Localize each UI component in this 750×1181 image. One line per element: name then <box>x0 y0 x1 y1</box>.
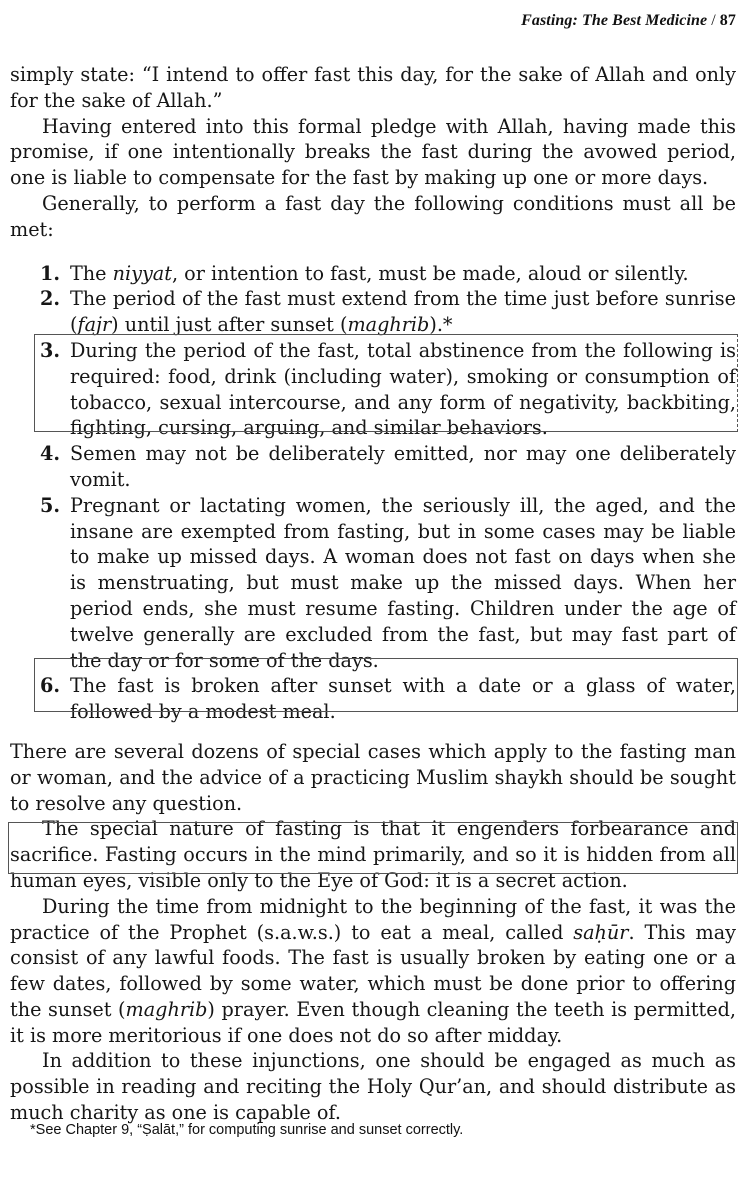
list-item-number: 1. <box>40 261 61 285</box>
list-item-number: 6. <box>40 674 61 698</box>
paragraph-3: Generally, to perform a fast day the following conditions must all be met: <box>10 191 736 241</box>
list-item <box>10 286 736 338</box>
list-item-number: 3. <box>40 338 61 362</box>
list-item-text: The period of the fast must extend from the time just before sunrise ( <box>70 287 736 337</box>
page-number: 87 <box>719 12 736 29</box>
paragraph-7: In addition to these injunctions, one should be engaged as much as possible in reading and reciting the Holy Qur’an, and should distribute as much charity as one is capable of. <box>10 1049 736 1125</box>
list-item-text: ) until just after sunset ( <box>111 313 348 337</box>
paragraph-4: There are several dozens of special cases which apply to the fasting man or woman, and the advice of a practicing Muslim shaykh should be sought to resolve any question. <box>10 739 736 815</box>
paragraph-6 <box>10 894 736 1049</box>
paragraph-text: During the time from midnight to the beginning of the fast, it was the practice of the Prophet (s.a.w.s.) to eat a meal, called <box>10 894 736 944</box>
paragraph-text: ) prayer. Even though cleaning the teeth is permitted, it is more meritorious if one does not do so after midday. <box>10 997 736 1047</box>
term-maghrib: maghrib <box>347 313 430 337</box>
header-separator: / <box>711 12 716 29</box>
list-item <box>10 441 736 493</box>
page-body <box>10 62 736 1126</box>
list-item-text: ).* <box>429 313 453 337</box>
paragraph-5: The special nature of fasting is that it engenders forbearance and sacrifice. Fasting occurs in the mind primarily, and so it is hidden from all human eyes, visible only to the Eye of God: it is a secret action. <box>10 817 736 892</box>
list-item <box>10 493 736 674</box>
term-maghrib: maghrib <box>125 997 208 1021</box>
list-item <box>10 338 736 441</box>
chapter-title: Fasting: The Best Medicine <box>521 12 708 29</box>
list-item-number: 2. <box>40 287 61 311</box>
paragraph-text: . This may consist of any lawful foods. The fast is usually broken by eating one or a few dates, followed by some water, which must be done prior to offering the sunset ( <box>10 920 736 1021</box>
running-header <box>521 12 736 30</box>
term-niyyat: niyyat <box>112 261 172 285</box>
paragraph-2: Having entered into this formal pledge with Allah, having made this promise, if one intentionally breaks the fast during the avowed period, one is liable to compensate for the fast by making up one or more days. <box>10 114 736 190</box>
list-item-text: The fast is broken after sunset with a date or a glass of water, followed by a modest meal. <box>70 674 736 724</box>
footnote: *See Chapter 9, “Ṣalāt,” for computing sunrise and sunset correctly. <box>30 1122 464 1138</box>
list-item-number: 4. <box>40 442 61 466</box>
list-item-text: Semen may not be deliberately emitted, nor may one deliberately vomit. <box>70 442 736 491</box>
term-sahur: saḥūr <box>573 920 629 944</box>
list-item-text: The <box>70 261 113 285</box>
list-item <box>10 673 736 725</box>
list-item-number: 5. <box>40 493 61 517</box>
list-item <box>10 261 736 287</box>
term-fajr: fajr <box>77 313 112 337</box>
list-item-text: Pregnant or lactating women, the seriously ill, the aged, and the insane are exempted from fasting, but in some cases may be liable to make up missed days. A woman does not fast on days when she is menstruating, but must make up the missed days. When her period ends, she must resume fasting. Children under the age of twelve generally are excluded from the fast, but may fast part of the day or for some of the days. <box>70 493 736 672</box>
conditions-list <box>10 261 736 725</box>
paragraph-1: simply state: “I intend to offer fast this day, for the sake of Allah and only for the sake of Allah.” <box>10 63 736 112</box>
list-item-text: , or intention to fast, must be made, aloud or silently. <box>171 261 689 285</box>
list-item-text: During the period of the fast, total abstinence from the following is required: food, drink (including water), smoking or consumption of tobacco, sexual intercourse, and any form of negativity, backbiting, fighting, cursing, arguing, and similar behaviors. <box>70 338 736 440</box>
